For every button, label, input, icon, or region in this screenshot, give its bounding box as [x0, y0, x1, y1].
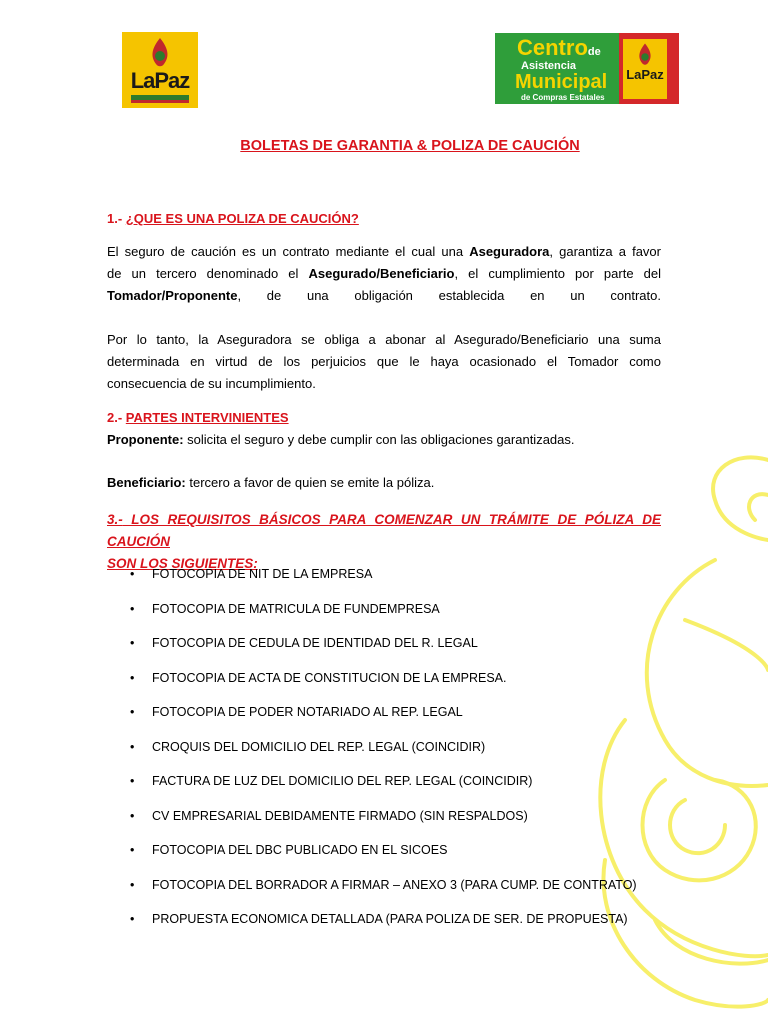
logo-right-line2: Asistencia [521, 60, 577, 72]
bullet-icon: • [130, 601, 135, 616]
list-item-text: FOTOCOPIA DE CEDULA DE IDENTIDAD DEL R. LEGAL [152, 636, 478, 650]
list-item [130, 564, 637, 599]
beneficiario-text: tercero a favor de quien se emite la póliza. [185, 475, 435, 490]
section1-paragraph2 [107, 329, 661, 395]
requirements-list [130, 564, 637, 944]
section1-title: ¿QUE ES UNA POLIZA DE CAUCIÓN? [125, 211, 359, 226]
section1-heading [107, 211, 359, 226]
flame-icon [148, 36, 172, 68]
list-item [130, 633, 637, 668]
list-item-text: PROPUESTA ECONOMICA DETALLADA (PARA POLIZA DE SER. DE PROPUESTA) [152, 912, 628, 926]
list-item [130, 806, 637, 841]
list-item [130, 668, 637, 703]
p2-line3: consecuencia de su incumplimiento. [107, 376, 316, 391]
centro-asistencia-logo [495, 33, 679, 104]
section1-number: 1.- [107, 211, 123, 226]
list-item [130, 702, 637, 737]
bullet-icon: • [130, 808, 135, 823]
logo-left-bar2 [131, 100, 189, 103]
section2-number: 2.- [107, 410, 123, 425]
logo-right-line3: Municipal [515, 71, 608, 93]
beneficiario-line [107, 472, 661, 494]
logo-right-badge [623, 39, 667, 99]
section3-heading-line1: 3.- LOS REQUISITOS BÁSICOS PARA COMENZAR UN TRÁMITE DE PÓLIZA DE CAUCIÓN [107, 512, 661, 549]
p1-line2: de un tercero denominado el Asegurado/Beneficiario, el cumplimiento por parte del [107, 266, 661, 281]
bullet-icon: • [130, 636, 135, 650]
list-item-text: FOTOCOPIA DEL DBC PUBLICADO EN EL SICOES [152, 843, 448, 857]
section3-heading-line2: SON LOS SIGUIENTES: [107, 556, 258, 571]
list-item [130, 875, 637, 910]
proponente-text: solicita el seguro y debe cumplir con las obligaciones garantizadas. [183, 432, 575, 447]
bullet-icon: • [130, 877, 135, 892]
flame-icon [636, 42, 654, 66]
list-item [130, 840, 637, 875]
logo-right-line4: de Compras Estatales [521, 93, 605, 102]
list-item [130, 599, 637, 634]
bullet-icon: • [130, 774, 135, 788]
logo-right-line1-small: de [587, 46, 601, 58]
list-item-text: FOTOCOPIA DE PODER NOTARIADO AL REP. LEGAL [152, 705, 463, 719]
p1-line1: El seguro de caución es un contrato mediante el cual una Aseguradora, garantiza a favor [107, 244, 661, 259]
list-item-text: CROQUIS DEL DOMICILIO DEL REP. LEGAL (COINCIDIR) [152, 739, 486, 754]
list-item-text: FOTOCOPIA DE MATRICULA DE FUNDEMPRESA [152, 601, 440, 616]
logo-left-text: LaPaz [130, 68, 190, 93]
proponente-label: Proponente: [107, 432, 184, 447]
list-item [130, 737, 637, 772]
p2-line1: Por lo tanto, la Aseguradora se obliga a abonar al Asegurado/Beneficiario una suma [107, 332, 661, 347]
section2-title: PARTES INTERVINIENTES [125, 410, 289, 425]
p1-line3: Tomador/Proponente, de una obligación establecida en un contrato. [107, 288, 661, 303]
section1-paragraph1 [107, 241, 661, 307]
bullet-icon: • [130, 670, 135, 685]
bullet-icon: • [130, 843, 135, 857]
list-item-text: FACTURA DE LUZ DEL DOMICILIO DEL REP. LEGAL (COINCIDIR) [152, 774, 533, 788]
bullet-icon: • [130, 567, 135, 581]
bullet-icon: • [130, 739, 135, 754]
logo-right-badge-text: LaPaz [626, 67, 664, 82]
proponente-line [107, 429, 661, 451]
lapaz-logo-left [122, 32, 198, 108]
bullet-icon: • [130, 912, 135, 926]
list-item [130, 909, 637, 944]
list-item-text: CV EMPRESARIAL DEBIDAMENTE FIRMADO (SIN RESPALDOS) [152, 808, 528, 823]
section2-heading [107, 410, 289, 425]
list-item-text: FOTOCOPIA DEL BORRADOR A FIRMAR – ANEXO 3 (PARA CUMP. DE CONTRATO) [152, 877, 637, 892]
logo-right-line1: Centrode [517, 35, 601, 60]
p2-line2: determinada en virtud de los perjuicios que le haya ocasionado el Tomador como [107, 354, 661, 369]
list-item [130, 771, 637, 806]
document-title: BOLETAS DE GARANTIA & POLIZA DE CAUCIÓN [240, 138, 580, 154]
list-item-text: FOTOCOPIA DE NIT DE LA EMPRESA [152, 567, 373, 581]
bullet-icon: • [130, 705, 135, 719]
list-item-text: FOTOCOPIA DE ACTA DE CONSTITUCION DE LA EMPRESA. [152, 670, 507, 685]
beneficiario-label: Beneficiario: [107, 475, 186, 490]
